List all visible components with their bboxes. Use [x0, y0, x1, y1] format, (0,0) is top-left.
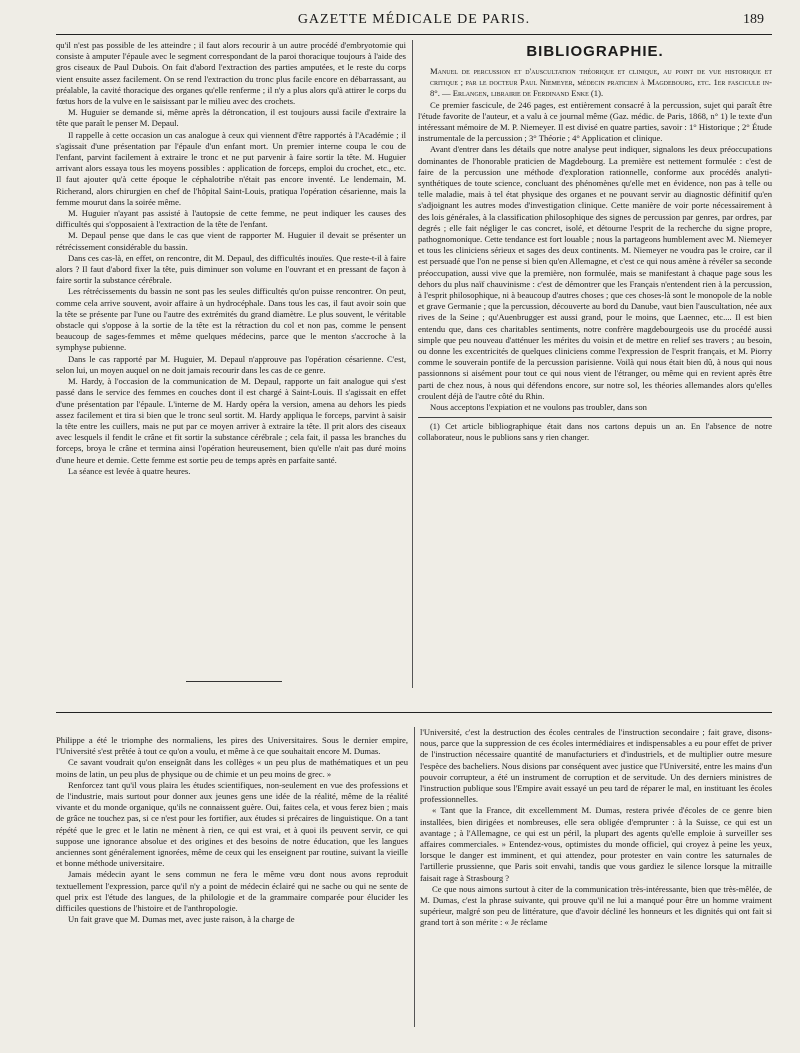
paragraph: Nous acceptons l'expiation et ne voulons pas troubler, dans son [430, 402, 647, 413]
paragraph: l'Université, c'est la destruction des écoles centrales de l'instruction secondaire ; fait grave, disons-nous, parce que la suppression de ces écoles intermédiaires et indispensables a eu pour effet de priver de l'instruction nécessaire quantité de manufacturiers et d'industriels, et de multiplier outre mesure l'espèce des bacheliers. Nous disions par conséquent avec justice que l'Université, entre les mains d'un pouvoir corrupteur, a été un instrument de corruption et de servitude. Un des derniers ministres de l'instruction publique sous l'Empire avait essayé un peu tard de réparer le mal, en instituant les écoles professionnelles. [420, 727, 772, 805]
section-divider [56, 712, 772, 713]
paragraph: Les rétrécissements du bassin ne sont pas les seules difficultés qu'on puisse rencontrer. On peut, comme cela arrive souvent, avoir affaire à un hydrocéphale. Dans tous les cas, il faut avoir soin que la tête se présente par l'une ou l'autre des extrémités du grand diamètre. Le plus souvent, le véritable obstacle qui s'oppose à la sortie de la tête est la rétraction du col et non pas, comme le pensent beaucoup de sages-femmes et même quelques médecins, parce que le menton s'accroche à la symphyse pubienne. [56, 286, 406, 353]
column-divider-top [412, 40, 413, 688]
page-number: 189 [743, 12, 764, 27]
left-column-top [56, 40, 406, 477]
footnote: (1) Cet article bibliographique était dans nos cartons depuis un an. En l'absence de notre collaborateur, nous le publions sans y rien changer. [418, 422, 772, 443]
paragraph: Philippe a été le triomphe des normaliens, les pires des Universitaires. Sous le dernier empire, l'Université s'est prêtée à tout ce qu'on a voulu, et même à ce que souhaitait encore M. Dumas. [56, 735, 408, 757]
session-closing: La séance est levée à quatre heures. [68, 465, 191, 476]
right-column-top [418, 40, 772, 444]
paragraph: Dans le cas rapporté par M. Huguier, M. Depaul n'approuve pas l'opération césarienne. C'est, selon lui, un moyen auquel on ne doit jamais recourir dans les cas de ce genre. [56, 353, 406, 375]
book-reference: Manuel de percussion et d'auscultation théorique et clinique, au point de vue historique et critique ; par le docteur Paul Niemeyer, médecin praticien à Magdebourg, etc. 1er fascicule in-8°. — Erlangen, librairie de Ferdinand Enke (1). [430, 66, 772, 99]
paragraph: Renforcez tant qu'il vous plaira les études scientifiques, non-seulement en vue des professions et de l'industrie, mais surtout pour donner aux jeunes gens une idée de la réalité, même de la réalité vivante et du monde organique, qu'ils ne connaissent guère. Oui, faites cela, et vous ferez bien ; mais de grâce ne touchez pas, si ce n'est pour les fortifier, aux études si précaires de linguistique. On a tant répété que le grec et le latin ne mènent à rien, ce qui est vrai, et à quoi ils peuvent servir, ce qui suppose une ignorance absolue et des origines et des besoins de notre éducation, que les langues anciennes sont généralement ignorées, même de ceux qui les enseignent par routine, suivant la vieille et bonne méthode universitaire. [56, 779, 408, 869]
column-divider-bottom [414, 727, 415, 1027]
paragraph: M. Depaul pense que dans le cas que vient de rapporter M. Huguier il devait se présenter un rétrécissement considérable du bassin. [56, 230, 406, 252]
paragraph: Jamais médecin ayant le sens commun ne fera le même vœu dont nous avons reproduit textuellement l'expression, parce qu'il n'y a point de médecin éclairé qui ne sache ou qui ne sente de quel prix est l'étude des langues, de la philologie et de la grammaire comparée pour élucider les difficiles questions de l'histoire et de l'anthropologie. [56, 869, 408, 914]
paragraph: Un fait grave que M. Dumas met, avec juste raison, à la charge de [68, 914, 295, 925]
section-heading: BIBLIOGRAPHIE. [526, 43, 664, 60]
paragraph: Avant d'entrer dans les détails que notre analyse peut indiquer, signalons les deux préoccupations dominantes de l'honorable praticien de Magdebourg. La première est nettement formulée : c'est de faire de la percussion une méthode d'exploration rationnelle, conforme aux procédés analyti-synthétiques de toute science, concluant des phénomènes qu'elle met en évidence, non pas à telle ou telle maladie, mais à tel état physique des organes et ne pouvant servir au diagnostic définitif qu'en s'adjoignant les autres modes d'investigation clinique. Cette manière de voir porte nécessairement à des lois générales, à la classification philosophique des signes de percussion par genres, par ordres, par degrés ; elle fait négliger le cas concret, isolé, et détourne l'esprit de la recherche du signe propre, pathognomonique. Cette tendance est fort louable ; nous la partageons humblement avec M. Niemeyer et tous les cliniciens sérieux et sages des deux continents. M. Niemeyer ne voudra pas le croire, car il est persuadé que l'on ne pense si bien qu'en Allemagne, et c'est ce qui nous amène à révéler sa seconde préoccupation, aussi vive que la première, non formulée, mais se manifestant à chaque page sous les dehors du plus naïf chauvinisme : c'est de démontrer que les Français n'entendent rien à la percussion, à l'esprit philosophique, ni à beaucoup d'autres choses ; que ces choses-là sont le monopole de la noble et grave Germanie ; que la percussion, découverte au bord du Danube, vaut bien l'auscultation, née aux rives de la Seine ; qu'Auenbrugger est aussi grand, pour le moins, que Laennec, etc.... Il est bien entendu que, dans ces charitables sentiments, notre confrère magdebourgeois use du procédé aussi simple que peu nouveau d'atténuer les mérites du voisin et de mettre en relief ses travers ; au besoin, ou donne les excentricités de quelques cliniciens comme l'expression de l'esprit français, et M. Piorry comme le souverain pontife de la percussion parisienne. Voilà qui nous était bien dû, à nous qui nous passionnons si aisément pour tout ce qui nous vient de l'étranger, ou même qui en revient après être parti de chez nous, à nous qui défendons encore, sur notre sol, les théories allemandes alors qu'elles croulent déjà de l'autre côté du Rhin. [418, 144, 773, 401]
paragraph: « Tant que la France, dit excellemment M. Dumas, restera privée d'écoles de ce genre bien installées, bien dirigées et nombreuses, elle sera obligée d'emprunter : à la Suisse, ce qui est un avantage ; à l'Allemagne, ce qui est un péril, la plupart des agents qu'elle emploie à surveiller ses affaires commerciales. » Entendez-vous, optimistes du monde officiel, qui croyez à peine les yeux, lorsque le danger est imminent, et qui attendez, pour protester en vain contre les saturnales de l'artillerie prussienne, que Paris soit envahi, tandis que vous gardiez le silence lorsque la mitraille faisait rage à Strasbourg ? [420, 805, 772, 883]
page-header [56, 10, 772, 35]
paragraph: Ce savant voudrait qu'on enseignât dans les collèges « un peu plus de mathématiques et un peu moins de latin, un peu plus de physique ou de chimie et un peu moins de grec. » [56, 757, 408, 779]
paragraph: qu'il n'est pas possible de les atteindre ; il faut alors recourir à un autre procédé d'embryotomie qui consiste à amputer l'épaule avec le segment correspondant de la paroi thoracique toujours à l'aide des gros ciseaux de Paul Dubois. On fait d'abord l'extraction des parties amputées, et le reste du corps vient ensuite assez facilement. On se rend l'extraction du tronc plus facile encore en débarrassant, au préalable, la cavité thoracique des organes qu'elle renferme ; il n'y a plus alors qu'à attirer le corps du fœtus hors de la vulve en le saisissant par le milieu avec des crochets. [56, 40, 406, 107]
paragraph: M. Hardy, à l'occasion de la communication de M. Depaul, rapporte un fait analogue qui s'est passé dans le service des femmes en couches dont il est chargé à Saint-Louis. Il s'agissait en effet d'une présentation par l'épaule. L'interne de M. Hardy opéra la version, amena au dehors les pieds assez facilement et tira si bien que le tronc seul sortit. M. Hardy appliqua le forceps, parvint à saisir la tête entre les cuillers, mais ne put par ce moyen arriver à extraire la tête. Il prit alors des ciseaux avec lesquels il fendit le crâne et fit sortir la substance cérébrale ; cela fait, il passa les branches du forceps, broya le crâne et termina ainsi l'opération heureusement, bien qu'elle n'ait pas duré moins d'une heure et demie. Cette femme est sortie peu de temps après en parfaite santé. [56, 376, 406, 465]
paragraph: M. Huguier n'ayant pas assisté à l'autopsie de cette femme, ne peut indiquer les causes des difficultés qui s'opposaient à l'extraction de la tête de l'enfant. [56, 208, 406, 230]
paragraph: Ce premier fascicule, de 246 pages, est entièrement consacré à la percussion, sujet qui paraît être l'étude favorite de l'auteur, et a valu à ce journal même (Gaz. médic. de Paris, 1868, n° 1) le texte d'un intéressant mémoire de M. P. Niemeyer. Il est divisé en quatre parties, savoir : 1° Historique ; 2° Étude instrumentale de la percussion ; 3° Théorie ; 4° Application et clinique. [418, 99, 772, 144]
end-of-section-rule [186, 681, 282, 682]
paragraph: Il rappelle à cette occasion un cas analogue à ceux qui viennent d'être rapportés à l'Académie ; il s'agissait d'une présentation par l'épaule d'un enfant mort. Un premier interne coupa le cou de l'enfant, parvint facilement à extraire le tronc et ne put parvenir à faire sortir la tête. M. Huguier arrivant alors essaya tous les moyens possibles : application de forceps, emploi du crochet, etc., etc. Il faut ajouter qu'à cette époque le céphalotribe n'était pas encore inventé. Le lendemain, M. Richerand, alors chirurgien en chef de l'hôpital Saint-Louis, pratiqua l'opération césarienne, mais la femme mourut dans la soirée même. [56, 129, 406, 207]
journal-title: GAZETTE MÉDICALE DE PARIS. [297, 12, 531, 27]
footnote-rule [418, 417, 772, 418]
paragraph: Ce que nous aimons surtout à citer de la communication très-intéressante, bien que très-mêlée, de M. Dumas, c'est la phrase suivante, qui prouve qu'il ne lui a manqué pour être un homme vraiment supérieur, malgré son peu de littérature, que d'avoir décliné les honneurs et les dignités qui ont fait si grand tort à son mérite : « Je réclame [420, 883, 772, 928]
paragraph: M. Huguier se demande si, même après la détroncation, il est toujours aussi facile d'extraire la tête que paraît le penser M. Depaul. [56, 107, 406, 129]
paragraph: Dans ces cas-là, en effet, on rencontre, dit M. Depaul, des difficultés inouïes. Que reste-t-il à faire alors ? Il faut d'abord fixer la tête, puis diminuer son volume en l'ouvrant et en pressant de façon à faire sortir la substance cérébrale. [56, 252, 406, 286]
right-column-bottom [420, 727, 772, 929]
left-column-bottom [56, 735, 408, 925]
